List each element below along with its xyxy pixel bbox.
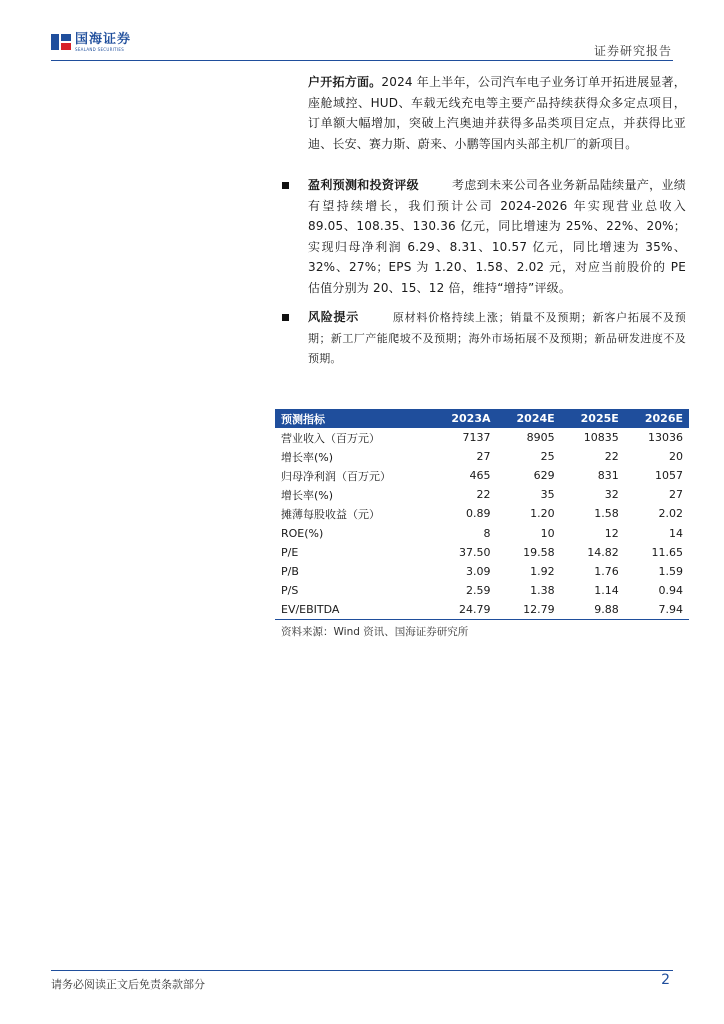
table-row <box>275 485 689 504</box>
table-cell: 22 <box>604 450 619 464</box>
bullet-square-icon <box>282 182 289 189</box>
table-row <box>275 581 689 600</box>
table-row <box>275 447 689 466</box>
table-cell: 1.38 <box>530 583 555 597</box>
paragraph-text: 2024 年上半年，公司汽车电子业务订单开拓进展显著，座舱域控、HUD、车载无线充电等主要产品持续获得众多定点项目，订单额大幅增加，突破上汽奥迪并获得多品类项目定点，并获得比亚迪、长安、赛力斯、蔚来、小鹏等国内头部主机厂的新项目。 <box>308 75 686 151</box>
table-cell: 12.79 <box>497 600 561 620</box>
table-header-cell: 2023A <box>431 409 496 428</box>
paragraph-text: 考虑到未来公司各业务新品陆续量产，业绩有望持续增长，我们预计公司 2024-2026 年实现营业总收入 89.05、108.35、130.36 亿元，同比增速为 25%、22%、20%；实现归母净利润 6.29、8.31、10.57 亿元，同比增速为 35%、32%、27%；EPS 为 1.20、1.58、2.02 元，对应当前股价的 PE 估值分别为 20、15、12 倍，维持“增持”评级。 <box>308 178 686 295</box>
table-cell: 3.09 <box>466 564 491 578</box>
disclaimer-note: 请务必阅读正文后免责条款部分 <box>51 978 205 991</box>
table-cell: 7137 <box>462 431 491 445</box>
table-header-cell: 2025E <box>561 409 625 428</box>
table-cell: 27 <box>669 488 683 502</box>
table-header-cell: 预测指标 <box>275 409 431 428</box>
table-cell: 14 <box>669 526 683 540</box>
table-cell: 增长率(%) <box>281 488 334 502</box>
table-header-cell: 2026E <box>625 409 689 428</box>
table-cell: 1057 <box>655 469 683 483</box>
table-cell: 8 <box>483 526 491 540</box>
table-cell: ROE(%) <box>281 526 324 540</box>
forecast-table <box>275 409 689 620</box>
table-cell: 增长率(%) <box>281 450 334 464</box>
table-cell: 13036 <box>648 431 683 445</box>
table-cell: 10 <box>540 526 555 540</box>
table-cell: 1.58 <box>594 507 619 521</box>
logo-mark-icon <box>51 32 71 52</box>
paragraph-lead: 户开拓方面。 <box>308 75 382 89</box>
section-title: 盈利预测和投资评级 <box>308 178 419 192</box>
table-header-cell: 2024E <box>497 409 561 428</box>
section-title: 风险提示 <box>308 310 359 324</box>
table-cell: 629 <box>533 469 555 483</box>
table-row <box>275 504 689 523</box>
table-row <box>275 523 689 542</box>
table-row <box>275 466 689 485</box>
table-cell: P/B <box>281 564 299 578</box>
table-cell: 14.82 <box>587 545 619 559</box>
table-cell: 1.14 <box>594 583 619 597</box>
table-header-row <box>275 409 689 428</box>
table-cell: 24.79 <box>431 600 496 620</box>
table-cell: 25 <box>540 450 555 464</box>
table-cell: 1.92 <box>530 564 555 578</box>
logo-name-en: SEALAND SECURITIES <box>75 46 125 52</box>
table-cell: 27 <box>476 450 491 464</box>
table-cell: 2.02 <box>658 507 683 521</box>
table-row <box>275 428 689 447</box>
table-cell: 1.59 <box>658 564 683 578</box>
footer-divider <box>51 970 673 971</box>
table-row <box>275 562 689 581</box>
table-cell: 20 <box>669 450 683 464</box>
table-cell: 0.94 <box>658 583 683 597</box>
table-cell: 归母净利润（百万元） <box>281 469 391 483</box>
table-cell: EV/EBITDA <box>275 600 431 620</box>
risk-warning-paragraph <box>308 307 686 370</box>
table-cell: 7.94 <box>625 600 689 620</box>
table-cell: 2.59 <box>466 583 491 597</box>
table-cell: 10835 <box>583 431 619 445</box>
forecast-rating-paragraph <box>308 175 686 298</box>
table-cell: 11.65 <box>651 545 683 559</box>
table-cell: 12 <box>604 526 619 540</box>
table-cell: 营业收入（百万元） <box>281 431 380 445</box>
table-row <box>275 543 689 562</box>
table-cell: 831 <box>597 469 619 483</box>
table-cell: P/S <box>281 583 299 597</box>
table-cell: 0.89 <box>466 507 491 521</box>
table-cell: 1.76 <box>594 564 619 578</box>
report-type-label: 证券研究报告 <box>593 44 672 58</box>
table-cell: P/E <box>281 545 299 559</box>
table-source-note: 资料来源：Wind 资讯、国海证券研究所 <box>281 626 469 638</box>
table-cell: 19.58 <box>523 545 555 559</box>
table-cell: 1.20 <box>530 507 555 521</box>
table-cell: 32 <box>604 488 619 502</box>
bullet-square-icon <box>282 314 289 321</box>
paragraph-text: 原材料价格持续上涨；销量不及预期；新客户拓展不及预期；新工厂产能爬坡不及预期；海外市场拓展不及预期；新品研发进度不及预期。 <box>308 311 686 365</box>
table-cell: 22 <box>476 488 491 502</box>
table-cell: 9.88 <box>561 600 625 620</box>
page-number: 2 <box>661 972 670 988</box>
table-cell: 摊薄每股收益（元） <box>281 507 380 521</box>
table-row <box>275 600 689 620</box>
customer-expansion-paragraph <box>308 72 686 154</box>
table-cell: 35 <box>540 488 555 502</box>
logo-name-cn: 国海证券 <box>75 31 132 47</box>
company-logo <box>51 32 131 52</box>
table-cell: 8905 <box>526 431 555 445</box>
table-cell: 465 <box>469 469 491 483</box>
header-divider <box>51 60 673 61</box>
table-cell: 37.50 <box>459 545 491 559</box>
